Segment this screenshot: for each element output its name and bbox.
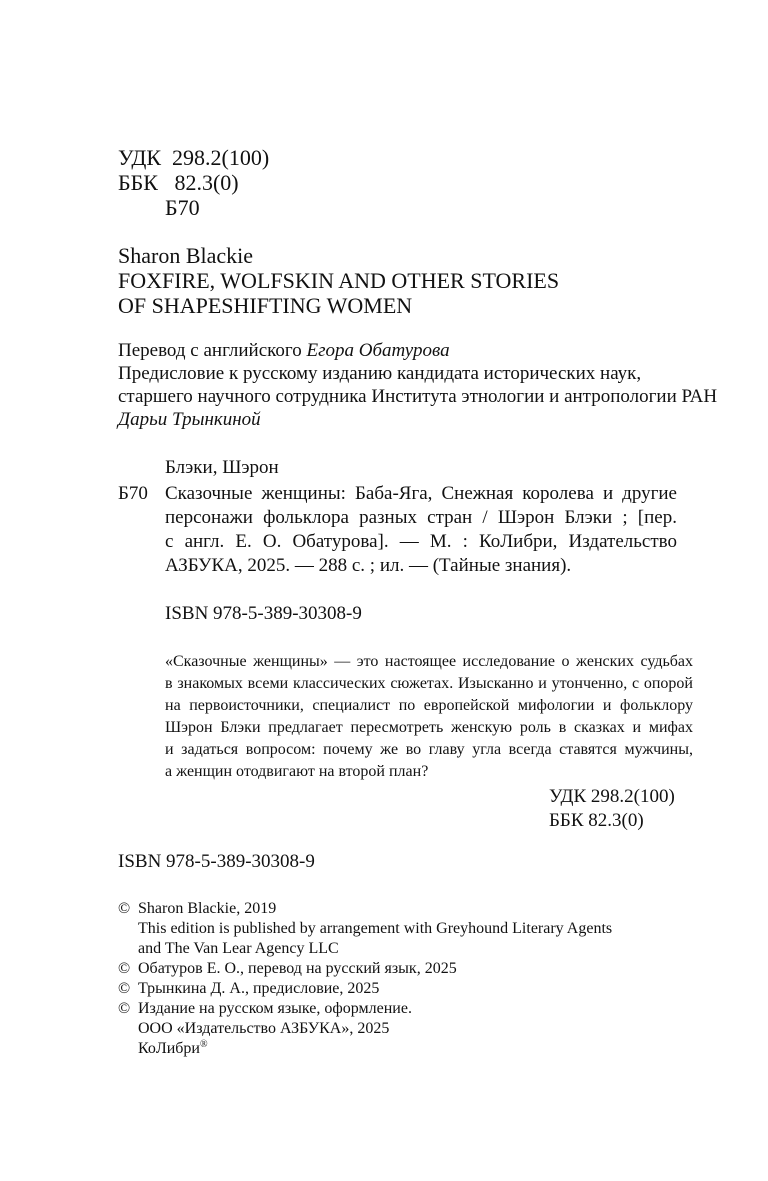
original-title-line1: FOXFIRE, WOLFSKIN AND OTHER STORIES <box>118 268 560 293</box>
translator-name: Егора Обатурова <box>306 340 450 361</box>
copyright-symbol: © <box>118 980 131 997</box>
copyright-note-2: and The Van Lear Agency LLC <box>138 940 339 957</box>
classification-udk: УДК 298.2(100) <box>118 145 270 170</box>
annotation-bbk: ББК 82.3(0) <box>549 810 644 831</box>
original-title-line2: OF SHAPESHIFTING WOMEN <box>118 293 413 318</box>
copyright-note-1: This edition is published by arrangement with Greyhound Literary Agents <box>138 920 613 937</box>
catalog-isbn: ISBN 978-5-389-30308-9 <box>165 603 362 624</box>
annotation-line-4: Шэрон Блэки предлагает пересмотреть женскую роль в сказках и мифах <box>165 719 693 736</box>
original-author: Sharon Blackie <box>118 243 254 268</box>
copyright-publisher: ООО «Издательство АЗБУКА», 2025 <box>138 1020 390 1037</box>
catalog-line-2: персонажи фольклора разных стран / Шэрон Блэки ; [пер. <box>165 507 677 528</box>
catalog-line-4: АЗБУКА, 2025. — 288 с. ; ил. — (Тайные знания). <box>165 555 572 576</box>
catalog-line-1: Сказочные женщины: Баба-Яга, Снежная королева и другие <box>165 483 677 504</box>
copyright-edition: © Издание на русском языке, оформление. <box>118 1000 412 1017</box>
preface-credit-line1: Предисловие к русскому изданию кандидата исторических наук, <box>118 363 642 384</box>
registered-mark: ® <box>200 1039 208 1050</box>
copyright-translator: © Обатуров Е. О., перевод на русский язык, 2025 <box>118 960 457 977</box>
annotation-line-5: и задаться вопросом: почему же во главу угла всегда ставятся мужчины, <box>165 741 693 758</box>
preface-credit-line2: старшего научного сотрудника Института этнологии и антропологии РАН <box>118 386 718 407</box>
annotation-line-2: в знакомых всеми классических сюжетах. Изысканно и утонченно, с опорой <box>165 675 693 692</box>
copyright-symbol: © <box>118 1000 131 1017</box>
catalog-heading: Блэки, Шэрон <box>165 457 279 478</box>
annotation-line-1: «Сказочные женщины» — это настоящее исследование о женских судьбах <box>165 653 693 670</box>
catalog-line-3: с англ. Е. О. Обатурова]. — М. : КоЛибри, Издательство <box>165 531 677 552</box>
isbn-main: ISBN 978-5-389-30308-9 <box>118 851 315 872</box>
copyright-symbol: © <box>118 900 131 917</box>
copyright-author: © Sharon Blackie, 2019 <box>118 900 277 917</box>
annotation-line-6: а женщин отодвигают на второй план? <box>165 763 429 780</box>
annotation-udk: УДК 298.2(100) <box>549 786 675 807</box>
copyright-symbol: © <box>118 960 131 977</box>
classification-bbk: ББК 82.3(0) <box>118 170 239 195</box>
copyright-imprint: КоЛибри® <box>138 1039 208 1057</box>
author-mark: Б70 <box>165 195 200 220</box>
preface-author: Дарьи Трынкиной <box>118 409 261 430</box>
catalog-mark: Б70 <box>118 483 148 504</box>
annotation-line-3: на первоисточники, специалист по европейской мифологии и фольклору <box>165 697 693 714</box>
translation-credit: Перевод с английского Егора Обатурова <box>118 340 450 361</box>
copyright-preface: © Трынкина Д. А., предисловие, 2025 <box>118 980 380 997</box>
